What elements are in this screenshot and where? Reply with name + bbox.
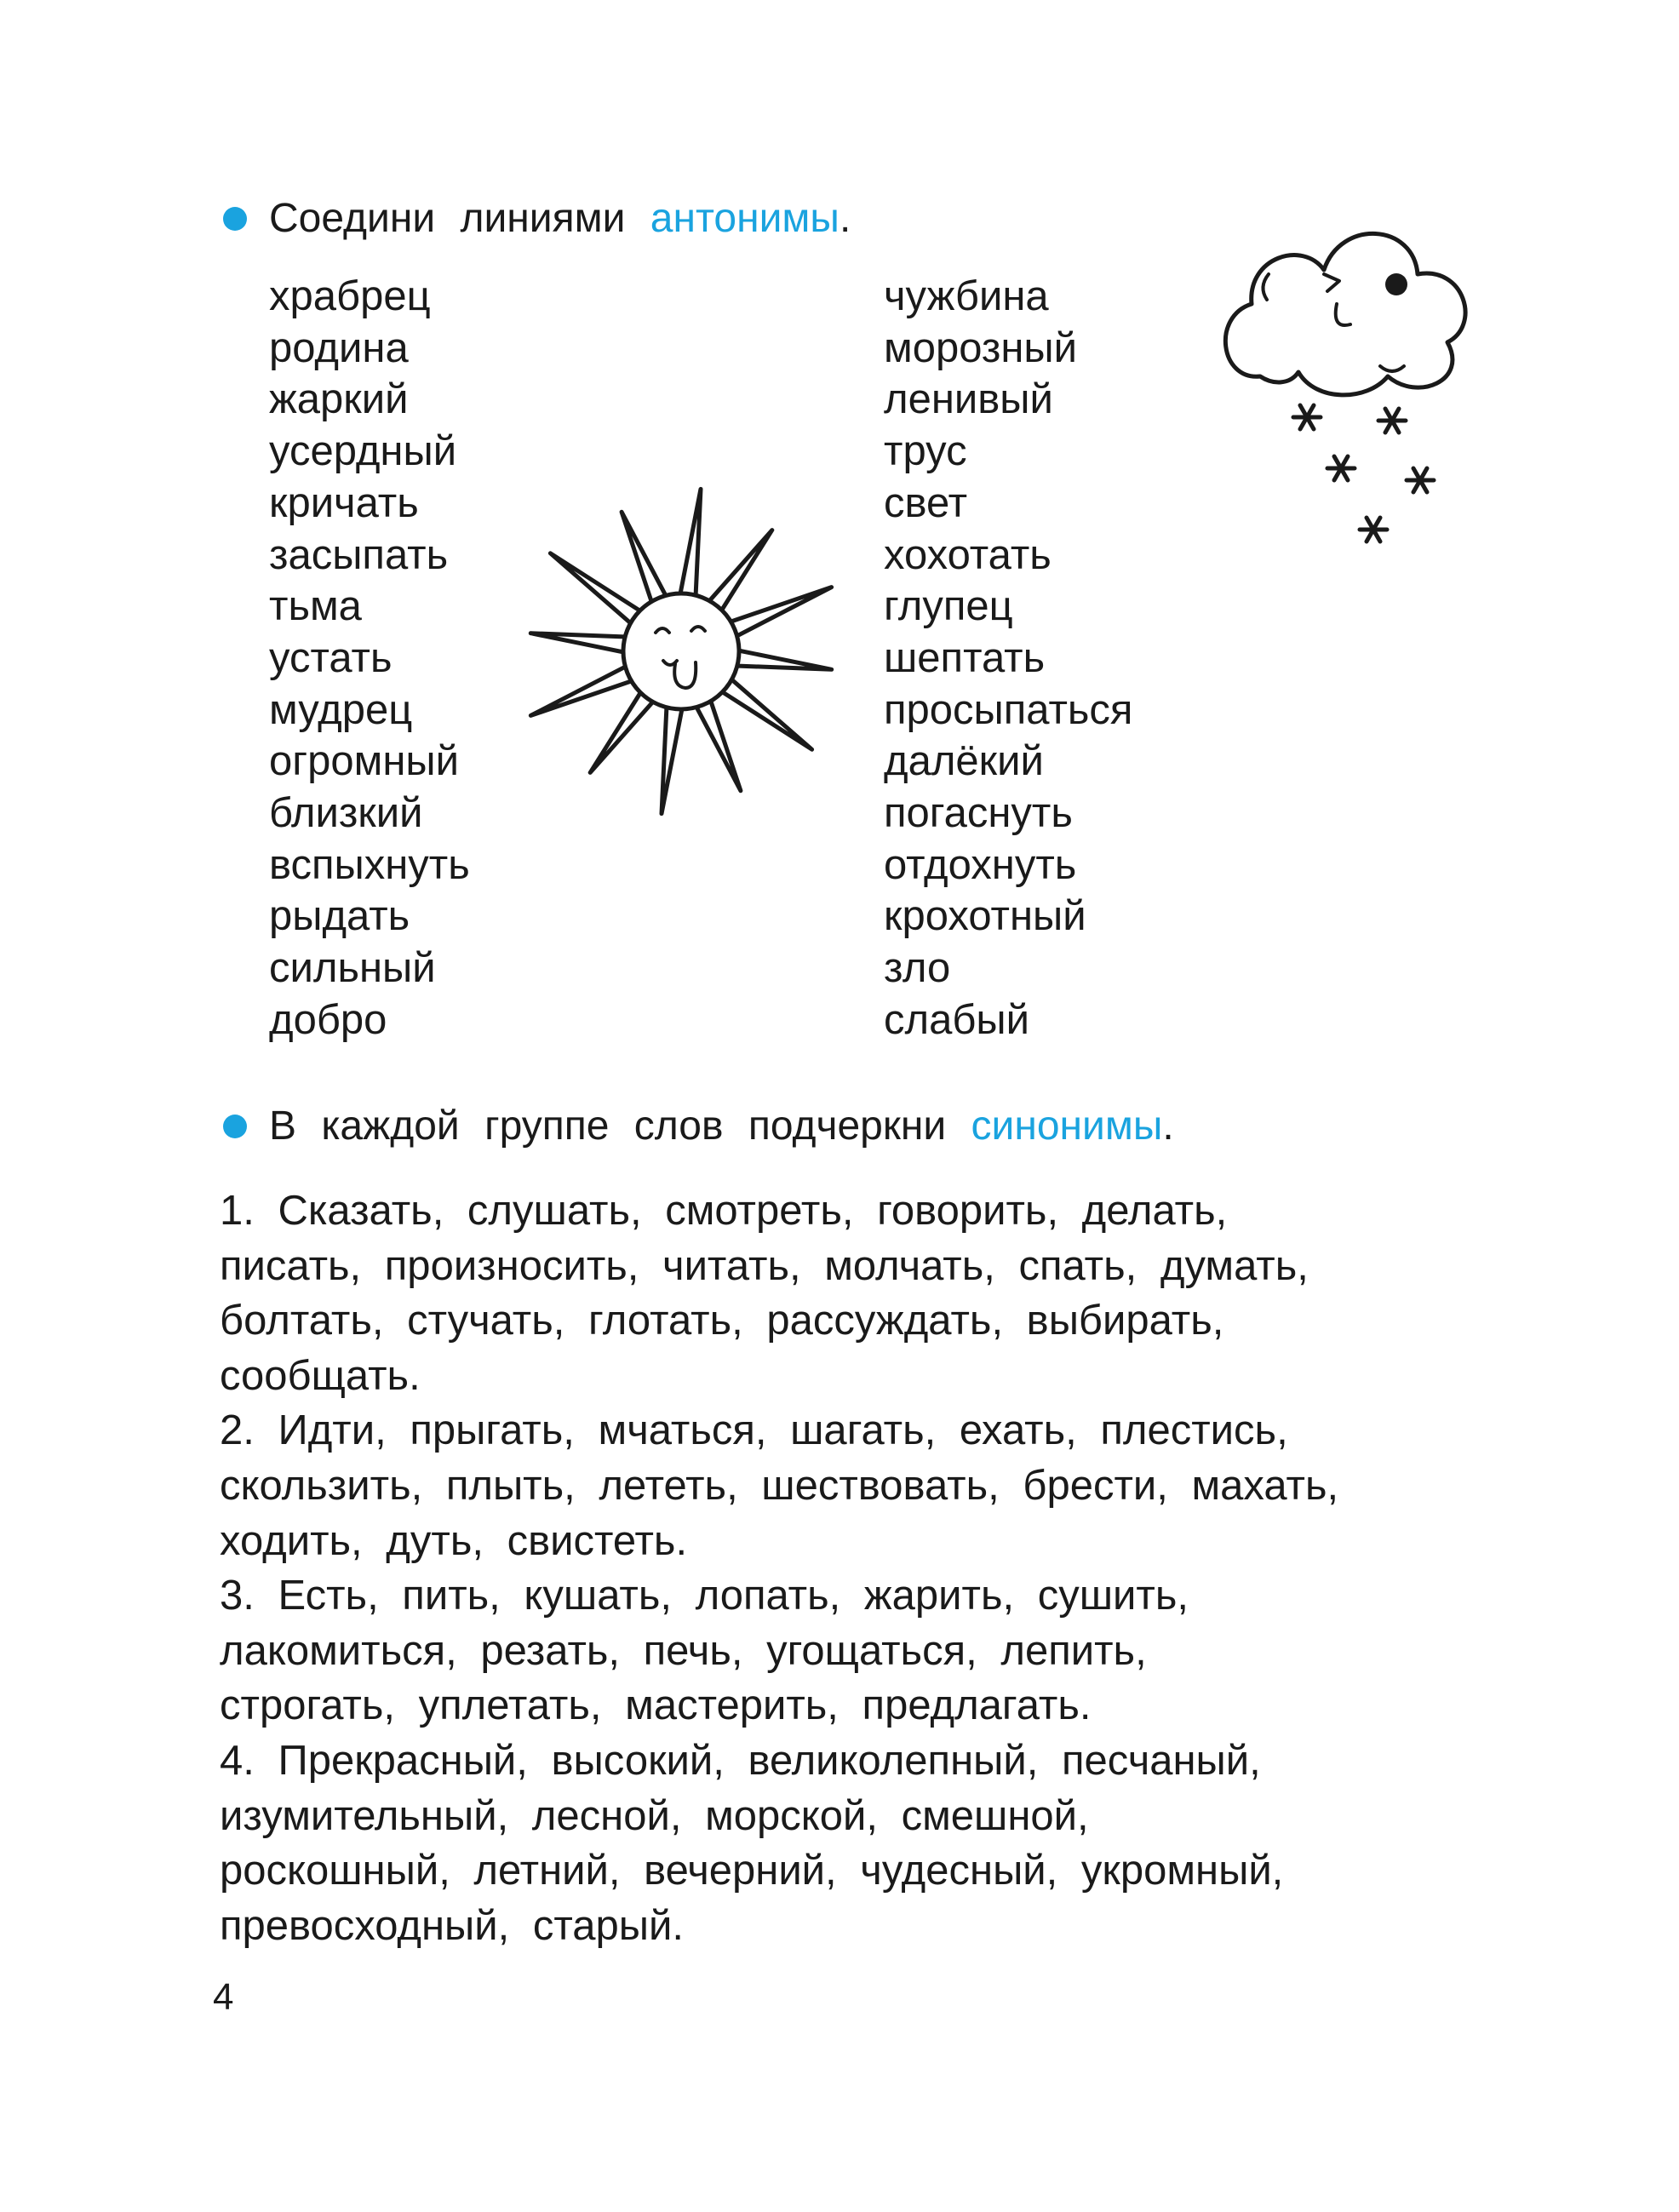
synonym-group-1: 1. Сказать, слушать, смотреть, говорить, делать, писать, произносить, читать, молчать, спать, думать, болтать, стучать, глотать, рассуждать, выбирать, сообщать. <box>220 1188 1309 1399</box>
antonym-word-right[interactable]: погаснуть <box>884 790 1073 837</box>
antonym-word-left[interactable]: добро <box>269 996 387 1043</box>
antonym-word-left[interactable]: сильный <box>269 945 436 992</box>
antonym-word-left[interactable]: жаркий <box>269 376 409 423</box>
antonym-word-right[interactable]: ленивый <box>884 376 1053 423</box>
antonym-word-right[interactable]: свет <box>884 479 968 526</box>
antonym-word-left[interactable]: кричать <box>269 479 419 526</box>
antonym-word-right[interactable]: крохотный <box>884 893 1086 940</box>
snowflake-icon <box>1293 405 1321 429</box>
bullet-icon <box>223 1115 247 1138</box>
snowflake-icon <box>1360 518 1387 542</box>
antonym-word-left[interactable]: огромный <box>269 738 459 785</box>
antonym-word-left[interactable]: устать <box>269 634 393 681</box>
task-2-instruction: В каждой группе слов подчеркни синонимы. <box>269 1103 1174 1149</box>
antonym-word-right[interactable]: слабый <box>884 996 1029 1043</box>
cloud-illustration <box>1213 206 1486 547</box>
antonym-word-left[interactable]: мудрец <box>269 686 413 733</box>
page-number: 4 <box>213 1976 234 2018</box>
antonym-word-right[interactable]: зло <box>884 945 951 992</box>
antonym-word-right[interactable]: шептать <box>884 634 1046 681</box>
antonym-word-right[interactable]: просыпаться <box>884 686 1133 733</box>
task-1-keyword: антонимы <box>650 196 840 241</box>
antonym-word-left[interactable]: близкий <box>269 790 423 837</box>
antonyms-left-column <box>269 271 470 1046</box>
task-1-instruction: Соедини линиями антонимы. <box>269 196 851 241</box>
antonym-word-right[interactable]: хохотать <box>884 531 1052 578</box>
antonym-word-left[interactable]: родина <box>269 324 409 371</box>
antonym-word-left[interactable]: засыпать <box>269 531 449 578</box>
snowflake-icon <box>1407 468 1434 492</box>
snowflake-icon <box>1327 456 1355 480</box>
synonym-group-2: 2. Идти, прыгать, мчаться, шагать, ехать, плестись, скользить, плыть, лететь, шествовать, брести, махать, ходить, дуть, свистеть. <box>220 1407 1339 1564</box>
snowflake-icon <box>1378 409 1406 433</box>
bullet-icon <box>223 207 247 231</box>
synonym-groups <box>220 1183 1531 1953</box>
antonym-word-left[interactable]: вспыхнуть <box>269 841 470 888</box>
synonym-group-3: 3. Есть, пить, кушать, лопать, жарить, сушить, лакомиться, резать, печь, угощаться, лепить, строгать, уплетать, мастерить, предлагать. <box>220 1573 1189 1729</box>
antonym-word-right[interactable]: далёкий <box>884 738 1044 785</box>
antonym-word-right[interactable]: чужбина <box>884 273 1049 319</box>
antonym-word-left[interactable]: рыдать <box>269 893 410 940</box>
sun-illustration <box>515 475 856 816</box>
antonym-word-right[interactable]: глупец <box>884 583 1013 630</box>
antonym-word-right[interactable]: отдохнуть <box>884 841 1077 888</box>
antonym-word-left[interactable]: усердный <box>269 428 457 475</box>
synonym-group-4: 4. Прекрасный, высокий, великолепный, песчаный, изумительный, лесной, морской, смешной, роскошный, летний, вечерний, чудесный, укромный, превосходный, старый. <box>220 1737 1284 1949</box>
antonym-word-right[interactable]: трус <box>884 428 967 475</box>
task-2-keyword: синонимы <box>971 1103 1163 1149</box>
antonym-word-left[interactable]: храбрец <box>269 273 431 319</box>
antonym-word-right[interactable]: морозный <box>884 324 1078 371</box>
antonym-word-left[interactable]: тьма <box>269 583 362 630</box>
antonyms-right-column <box>884 271 1132 1046</box>
